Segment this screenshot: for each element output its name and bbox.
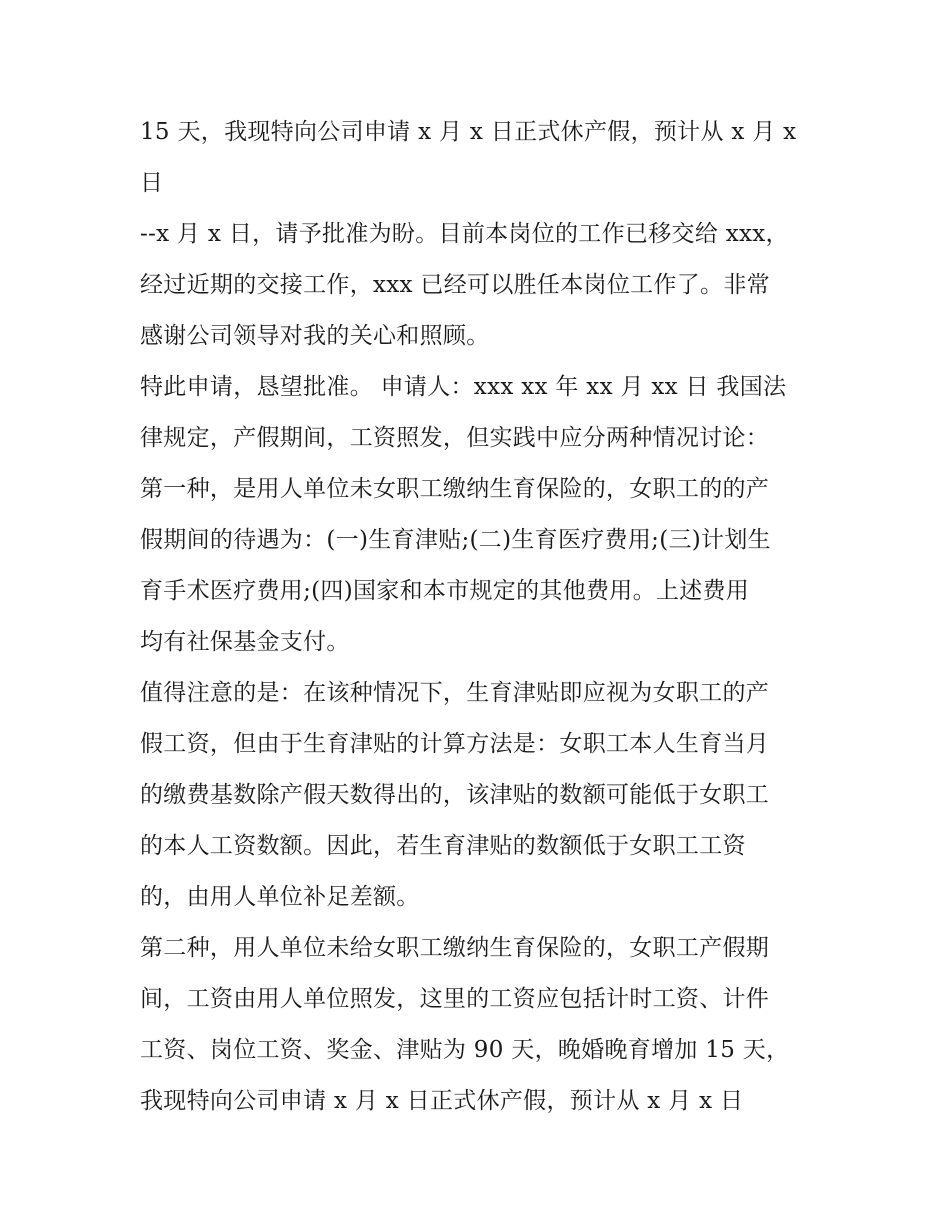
- text-line: 日: [140, 170, 164, 196]
- text-line: 工资、岗位工资、奖金、津贴为 90 天，晚婚晚育增加 15 天，: [140, 1037, 790, 1063]
- text-line: 的，由用人单位补足差额。: [140, 884, 420, 910]
- text-line: --x 月 x 日，请予批准为盼。目前本岗位的工作已移交给 xxx，: [140, 221, 789, 247]
- text-line: 值得注意的是：在该种情况下，生育津贴即应视为女职工的产: [140, 680, 770, 706]
- text-line: 假期间的待遇为：(一)生育津贴;(二)生育医疗费用;(三)计划生: [140, 527, 771, 553]
- text-line: 育手术医疗费用;(四)国家和本市规定的其他费用。上述费用: [140, 578, 750, 604]
- text-line: 特此申请，恳望批准。 申请人：xxx xx 年 xx 月 xx 日 我国法: [140, 374, 787, 400]
- text-line: 律规定，产假期间，工资照发，但实践中应分两种情况讨论：: [140, 425, 770, 451]
- text-line: 经过近期的交接工作，xxx 已经可以胜任本岗位工作了。非常: [140, 272, 770, 298]
- text-line: 我现特向公司申请 x 月 x 日正式休产假，预计从 x 月 x 日: [140, 1088, 744, 1114]
- text-line: 第二种，用人单位未给女职工缴纳生育保险的，女职工产假期: [140, 935, 770, 961]
- text-line: 的本人工资数额。因此，若生育津贴的数额低于女职工工资: [140, 833, 746, 859]
- document-body: [140, 107, 820, 1127]
- text-line: 均有社保基金支付。: [140, 629, 350, 655]
- text-line: 15 天，我现特向公司申请 x 月 x 日正式休产假，预计从 x 月 x: [140, 119, 797, 145]
- text-line: 的缴费基数除产假天数得出的，该津贴的数额可能低于女职工: [140, 782, 770, 808]
- text-line: 第一种，是用人单位未女职工缴纳生育保险的，女职工的的产: [140, 476, 770, 502]
- text-line: 间，工资由用人单位照发，这里的工资应包括计时工资、计件: [140, 986, 770, 1012]
- text-line: 感谢公司领导对我的关心和照顾。: [140, 323, 490, 349]
- text-line: 假工资，但由于生育津贴的计算方法是：女职工本人生育当月: [140, 731, 770, 757]
